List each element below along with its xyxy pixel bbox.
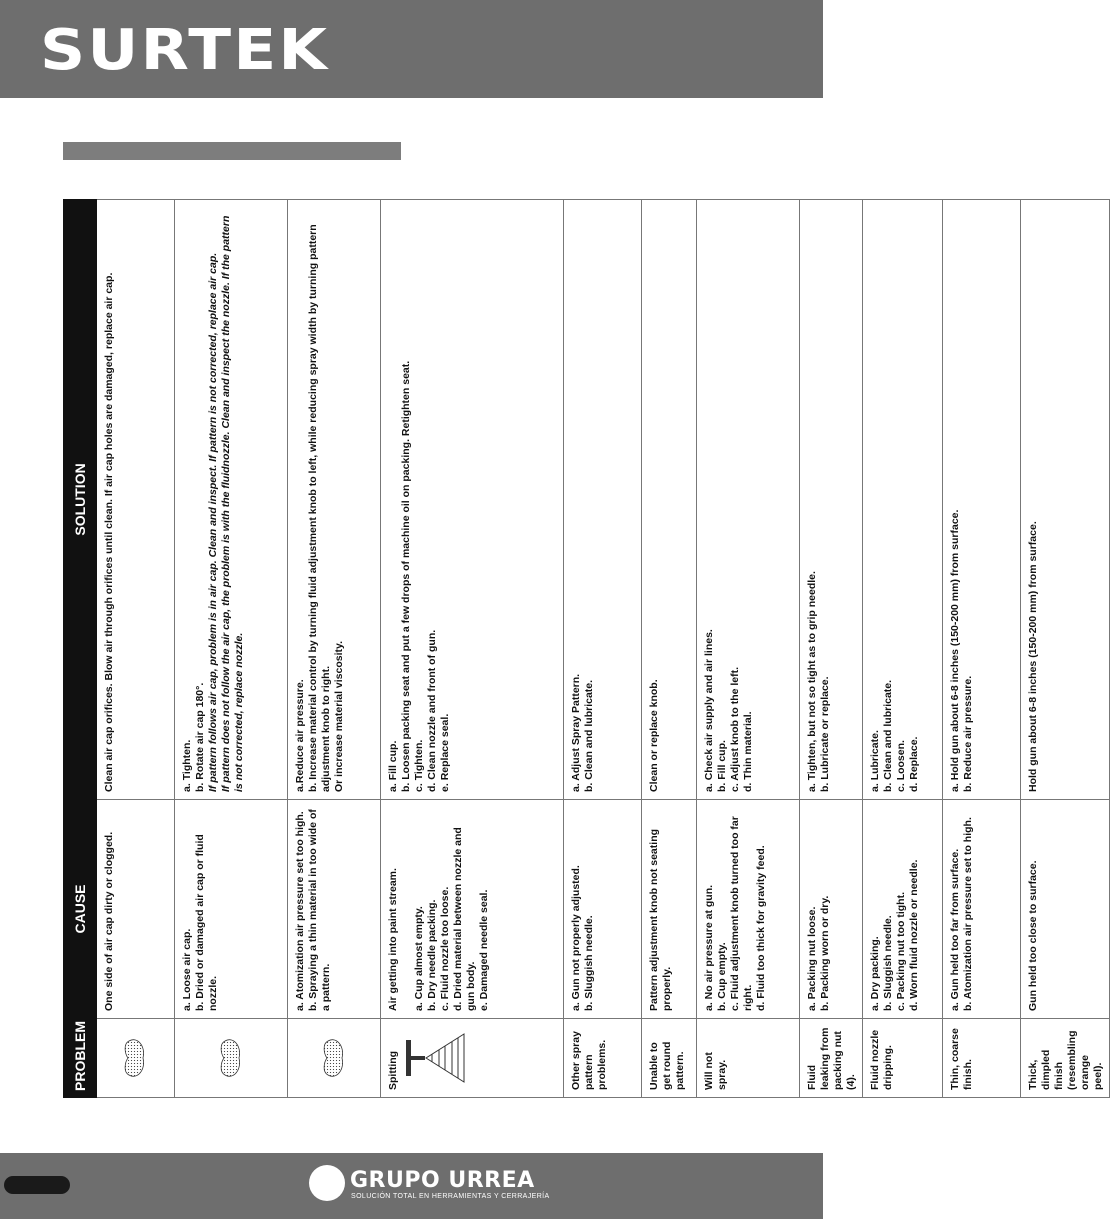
bean-pattern-icon (217, 1036, 245, 1080)
table-row (175, 199, 288, 1097)
solution-cell (943, 199, 1021, 799)
solution-line: c. Adjust knob to the left. (729, 666, 741, 792)
problem-text: Fluid nozzle dripping. (869, 1029, 894, 1090)
problem-text: Fluid leaking from packing nut (4). (806, 1027, 857, 1090)
troubleshooting-table-frame (63, 200, 1104, 1098)
solution-cell (697, 199, 800, 799)
problem-cell (943, 1019, 1021, 1098)
cause-line: c. Packing nut too tight. (895, 892, 907, 1011)
table-header-row (64, 199, 97, 1097)
solution-line: Hold gun about 6-8 inches (150-200 mm) from surface. (1027, 521, 1039, 792)
problem-text: Thin, coarse finish. (949, 1028, 974, 1090)
header-cause: CAUSE (64, 799, 97, 1018)
cause-line: b. Dried or damaged air cap or fluid nozzle. (194, 834, 219, 1011)
cause-line: a. No air pressure at gun. (703, 884, 715, 1011)
section-bar (63, 142, 401, 160)
cause-line: Air getting into paint stream. (387, 868, 399, 1011)
table-row (943, 199, 1021, 1097)
cause-cell (1021, 799, 1110, 1018)
problem-cell (175, 1019, 288, 1098)
table-row (863, 199, 943, 1097)
cause-cell (697, 799, 800, 1018)
solution-line: b. Clean and lubricate. (882, 679, 894, 792)
solution-line: If pattern follows air cap, problem is in air cap. Clean and inspect. If pattern is not corrected, replace air cap. (207, 252, 219, 792)
cause-line: b. Dry needle packing. (426, 899, 438, 1011)
solution-line: a. Hold gun about 6-8 inches (150-200 mm) from surface. (949, 509, 961, 792)
problem-cell (863, 1019, 943, 1098)
solution-cell (1021, 199, 1110, 799)
cause-cell (943, 799, 1021, 1018)
cause-line: a. Loose air cap. (181, 928, 193, 1011)
solution-line: a. Check air supply and air lines. (703, 629, 715, 792)
cause-line: c. Fluid adjustment knob turned too far right. (729, 816, 754, 1011)
table-row (564, 199, 642, 1097)
cause-line: d. Fluid too thick for gravity feed. (755, 845, 767, 1011)
bean-pattern-icon (320, 1036, 348, 1080)
grupo-urrea-logo-icon (309, 1165, 345, 1201)
table-row (97, 199, 175, 1097)
problem-cell (800, 1019, 863, 1098)
cause-line: a. Cup almost empty. (413, 906, 425, 1011)
problem-cell (381, 1019, 564, 1098)
solution-line: b. Rotate air cap 180°. (194, 682, 206, 792)
problem-text: Will not spray. (703, 1052, 728, 1090)
solution-line: a. Lubricate. (869, 730, 881, 792)
solution-line: b. Lubricate or replace. (819, 676, 831, 792)
table-row (381, 199, 564, 1097)
solution-line: b. Reduce air pressure. (962, 675, 974, 792)
table-row (288, 199, 381, 1097)
solution-cell (175, 199, 288, 799)
cause-line: a. Gun not properly adjusted. (570, 865, 582, 1011)
brand-logo: SURTEK (40, 18, 330, 83)
cause-cell (97, 799, 175, 1018)
solution-cell (381, 199, 564, 799)
cause-cell (800, 799, 863, 1018)
solution-line: a.Reduce air pressure. (294, 679, 306, 792)
solution-cell (288, 199, 381, 799)
solution-line: a. Tighten. (181, 739, 193, 792)
problem-illustration (181, 1026, 280, 1090)
solution-line: If pattern does not follow the air cap, the problem is with the fluidnozzle. Clean and inspect the nozzle. If the pattern is not corrected, replace nozzle. (220, 215, 245, 792)
footer-logo-name: GRUPO URREA (350, 1168, 535, 1193)
cause-line: b. Sluggish needle. (583, 915, 595, 1011)
solution-cell (564, 199, 642, 799)
cause-line: a. Packing nut loose. (806, 906, 818, 1011)
solution-line: b. Clean and lubricate. (583, 679, 595, 792)
table-row (642, 199, 697, 1097)
problem-cell (642, 1019, 697, 1098)
cause-cell (564, 799, 642, 1018)
cause-line: e. Damaged needle seal. (478, 889, 490, 1011)
cause-cell (288, 799, 381, 1018)
cause-line: One side of air cap dirty or clogged. (103, 831, 115, 1011)
bean-pattern-icon (121, 1036, 149, 1080)
troubleshooting-table-rotated (63, 200, 1104, 1098)
cause-line: b. Spraying a thin material in too wide of a pattern. (307, 809, 332, 1011)
spray-gun-diagram-icon (400, 1028, 472, 1088)
solution-line: e. Replace seal. (439, 713, 451, 792)
problem-cell (97, 1019, 175, 1098)
problem-text: Spitting (387, 1050, 399, 1090)
problem-cell (564, 1019, 642, 1098)
cause-line: b. Packing worn or dry. (819, 895, 831, 1011)
cause-line: c. Fluid nozzle too loose. (439, 886, 451, 1011)
cause-line: Pattern adjustment knob not seating properly. (648, 828, 673, 1011)
problem-illustration (294, 1026, 373, 1090)
cause-line: b. Cup empty. (716, 942, 728, 1011)
solution-line: c. Loosen. (895, 740, 907, 792)
footer-logo-tagline: SOLUCIÓN TOTAL EN HERRAMIENTAS Y CERRAJERÍA (351, 1193, 550, 1200)
cause-line: b. Sluggish needle. (882, 915, 894, 1011)
solution-cell (863, 199, 943, 799)
solution-line: b. Increase material control by turning fluid adjustment knob to left, while reducing spray width by turning pattern adjustment knob to right. (307, 224, 332, 792)
solution-cell (800, 199, 863, 799)
solution-line: a. Tighten, but not so tight as to grip needle. (806, 571, 818, 792)
cause-line: a. Atomization air pressure set too high. (294, 811, 306, 1011)
solution-cell (642, 199, 697, 799)
cause-line: b. Atomization air pressure set to high. (962, 817, 974, 1011)
cause-line: a. Gun held too far from surface. (949, 848, 961, 1011)
cause-line: d. Worn fluid nozzle or needle. (908, 859, 920, 1011)
cause-cell (175, 799, 288, 1018)
cause-line: d. Dried material between nozzle and gun body. (452, 827, 477, 1011)
solution-line: a. Adjust Spray Pattern. (570, 673, 582, 792)
cause-cell (381, 799, 564, 1018)
table-row (697, 199, 800, 1097)
header-solution: SOLUTION (64, 199, 97, 799)
cause-line: a. Dry packing. (869, 936, 881, 1011)
solution-line: b. Fill cup. (716, 740, 728, 792)
solution-line: b. Loosen packing seat and put a few drops of machine oil on packing. Retighten seat. (400, 360, 412, 792)
problem-text: Unable to get round pattern. (648, 1041, 686, 1090)
header-problem: PROBLEM (64, 1019, 97, 1098)
solution-line: d. Clean nozzle and front of gun. (426, 629, 438, 792)
cause-cell (642, 799, 697, 1018)
solution-line: d. Replace. (908, 736, 920, 792)
problem-cell (1021, 1019, 1110, 1098)
page-tab (4, 1176, 70, 1194)
problem-text: Thick, dimpled finish (resembling orange peel). (1027, 1030, 1104, 1090)
problem-cell (697, 1019, 800, 1098)
troubleshooting-table (63, 199, 1110, 1098)
solution-line: Clean or replace knob. (648, 679, 660, 792)
cause-line: Gun held too close to surface. (1027, 860, 1039, 1011)
problem-illustration (400, 1026, 472, 1090)
solution-cell (97, 199, 175, 799)
cause-cell (863, 799, 943, 1018)
solution-line: d. Thin material. (742, 711, 754, 792)
problem-text: Other spray pattern problems. (570, 1031, 608, 1090)
table-row (800, 199, 863, 1097)
problem-illustration (103, 1026, 167, 1090)
solution-line: Or increase material viscosity. (333, 641, 345, 792)
solution-line: Clean air cap orifices. Blow air through orifices until clean. If air cap holes are damaged, replace air cap. (103, 272, 115, 792)
problem-cell (288, 1019, 381, 1098)
table-row (1021, 199, 1110, 1097)
cause-line (400, 807, 413, 1011)
solution-line: c. Tighten. (413, 739, 425, 792)
solution-line: a. Fill cup. (387, 740, 399, 792)
